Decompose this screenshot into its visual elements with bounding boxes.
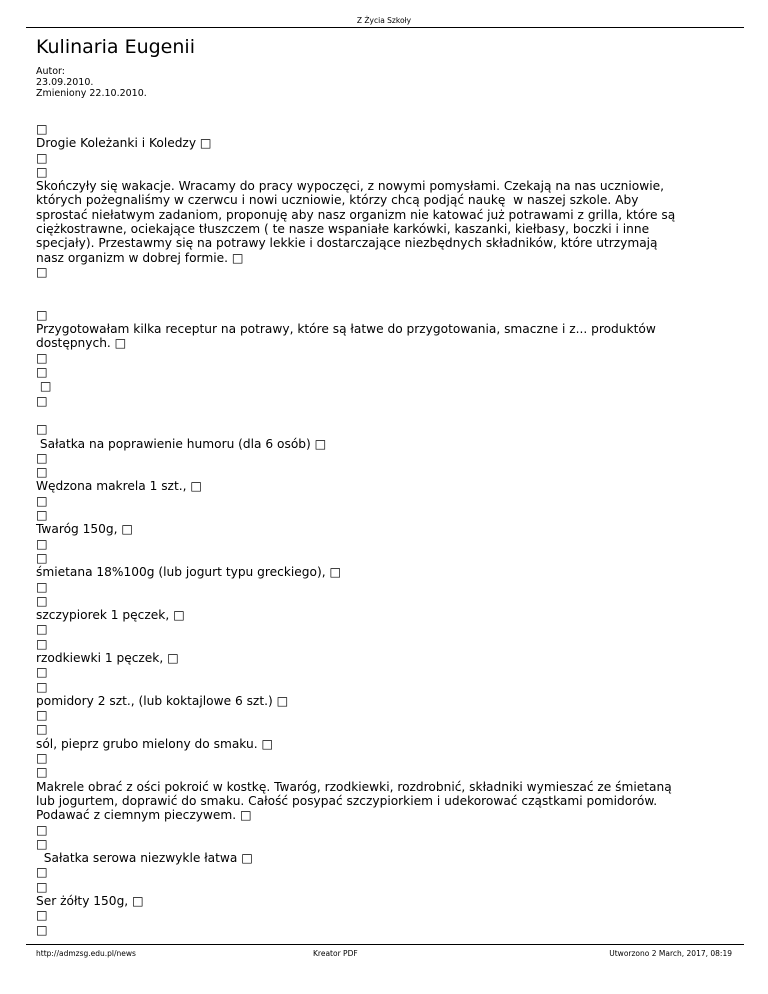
text-line: □ <box>36 508 48 523</box>
page-header: Z Życia Szkoły <box>356 16 412 25</box>
author-label: Autor: <box>36 66 65 77</box>
text-line: □ <box>36 822 48 837</box>
blank-line <box>36 279 736 293</box>
text-line: Sałatka serowa niezwykle łatwa □ <box>36 851 253 866</box>
footer-url[interactable]: http://admzsg.edu.pl/news <box>36 949 136 958</box>
text-line: □ <box>36 908 48 923</box>
text-line: □ <box>36 550 48 565</box>
text-line: Przygotowałam kilka receptur na potrawy, które są łatwe do przygotowania, smaczne i z... produktów <box>36 322 656 337</box>
text-line: □ <box>36 393 48 408</box>
article-meta <box>36 66 147 99</box>
text-line: □ <box>36 579 48 594</box>
text-line: □ <box>36 164 48 179</box>
text-line: □ <box>36 636 48 651</box>
text-line: □ <box>36 307 48 322</box>
text-line: specjały). Przestawmy się na potrawy lekkie i dostarczające niezbędnych składników, które utrzymają <box>36 236 658 251</box>
blank-line <box>36 294 736 308</box>
text-line: □ <box>36 879 48 894</box>
text-line: □ <box>36 836 48 851</box>
text-line: Ser żółty 150g, □ <box>36 894 144 909</box>
text-line: dostępnych. □ <box>36 336 127 351</box>
text-line: lub jogurtem, doprawić do smaku. Całość posypać szczypiorkiem i udekorować cząstkami pomidorów. <box>36 793 658 808</box>
text-line: □ <box>36 922 48 937</box>
text-line: □ <box>36 751 48 766</box>
text-line: Drogie Koleżanki i Koledzy □ <box>36 136 212 151</box>
text-line: rzodkiewki 1 pęczek, □ <box>36 650 179 665</box>
text-line: □ <box>36 422 48 437</box>
text-line: □ <box>36 365 48 380</box>
publish-date: 23.09.2010. <box>36 77 94 88</box>
text-line: Makrele obrać z ości pokroić w kostkę. Twaróg, rzodkiewki, rozdrobnić, składniki wymieszać ze śmietaną <box>36 779 672 794</box>
text-line: □ <box>36 350 48 365</box>
footer-divider <box>26 944 744 945</box>
footer-created: Utworzono 2 March, 2017, 08:19 <box>609 949 732 958</box>
text-line: □ <box>36 765 48 780</box>
text-line: □ <box>36 150 48 165</box>
text-line: ciężkostrawne, ociekające tłuszczem ( te nasze wspaniałe karkówki, kaszanki, kiełbasy, boczki i inne <box>36 222 650 237</box>
text-line: □ <box>36 722 48 737</box>
text-line: □ <box>36 122 48 136</box>
text-line: □ <box>36 493 48 508</box>
text-line: Wędzona makrela 1 szt., □ <box>36 479 202 494</box>
text-line: Sałatka na poprawienie humoru (dla 6 osób) □ <box>36 436 327 451</box>
text-line: □ <box>36 679 48 694</box>
text-line: □ <box>36 665 48 680</box>
text-line: śmietana 18%100g (lub jogurt typu greckiego), □ <box>36 565 341 580</box>
header-divider <box>26 27 744 28</box>
text-line: □ <box>36 379 52 394</box>
text-line: □ <box>36 465 48 480</box>
blank-line <box>36 408 736 422</box>
text-line: □ <box>36 708 48 723</box>
modified-date: Zmieniony 22.10.2010. <box>36 88 147 99</box>
text-line: □ <box>36 450 48 465</box>
text-line: szczypiorek 1 pęczek, □ <box>36 608 185 623</box>
article-title: Kulinaria Eugenii <box>36 36 195 58</box>
text-line: Twaróg 150g, □ <box>36 522 133 537</box>
text-line: Podawać z ciemnym pieczywem. □ <box>36 808 252 823</box>
text-line: sól, pieprz grubo mielony do smaku. □ <box>36 736 273 751</box>
text-line: nasz organizm w dobrej formie. □ <box>36 250 244 265</box>
text-line: □ <box>36 264 48 279</box>
text-line: □ <box>36 622 48 637</box>
text-line: których pożegnaliśmy w czerwcu i nowi uczniowie, którzy chcą podjąć naukę w naszej szkole. Aby <box>36 193 639 208</box>
article-body <box>36 122 736 937</box>
text-line: □ <box>36 536 48 551</box>
text-line: □ <box>36 593 48 608</box>
text-line: sprostać niełatwym zadaniom, proponuję aby nasz organizm nie katować już potrawami z grilla, które są <box>36 207 676 222</box>
text-line: Skończyły się wakacje. Wracamy do pracy wypoczęci, z nowymi pomysłami. Czekają na nas uczniowie, <box>36 179 664 194</box>
text-line: □ <box>36 865 48 880</box>
text-line: pomidory 2 szt., (lub koktajlowe 6 szt.) □ <box>36 693 289 708</box>
footer-generator: Kreator PDF <box>313 949 358 958</box>
